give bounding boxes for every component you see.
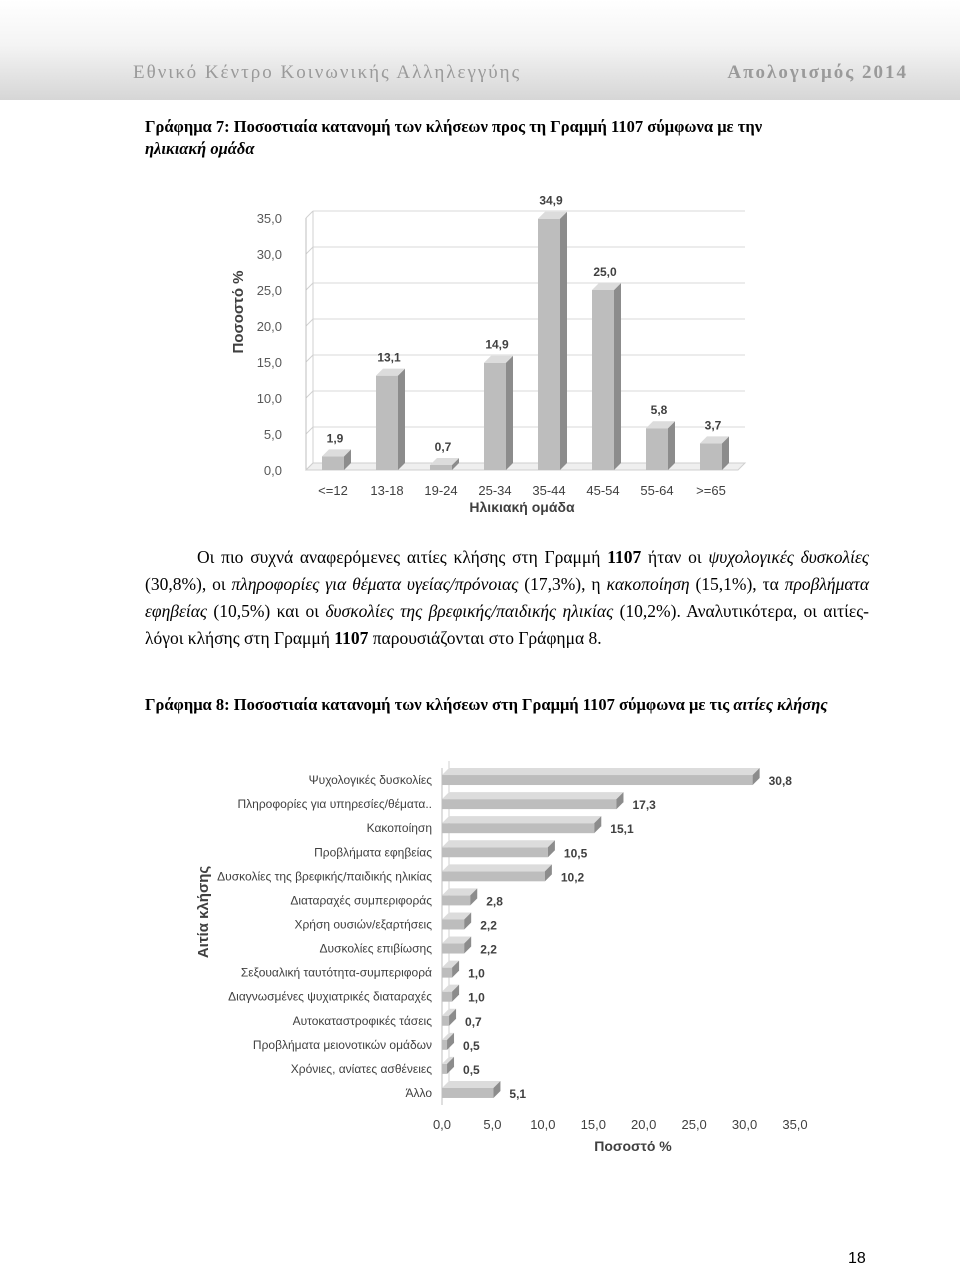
- y-gridline-diag: [306, 391, 313, 398]
- bar-front: [442, 992, 452, 1002]
- category-label: Διαταραχές συμπεριφοράς: [290, 893, 432, 908]
- category-label: Προβλήματα μειονοτικών ομάδων: [252, 1037, 432, 1052]
- y-tick-label: 10,0: [256, 391, 282, 406]
- category-label: Κακοποίηση: [366, 821, 432, 836]
- y-axis-title: Αιτία κλήσης: [195, 865, 212, 959]
- bar-front: [322, 456, 344, 470]
- bar-value-label: 30,8: [768, 774, 792, 789]
- category-label: Προβλήματα εφηβείας: [314, 845, 432, 860]
- para-text-7: (10,2%). Αναλυτικότερα, οι αιτίες-λόγοι κλήσης στη Γραμμή: [145, 601, 869, 648]
- y-tick-label: 0,0: [263, 463, 282, 478]
- x-axis-title: Ηλικιακή ομάδα: [469, 499, 575, 515]
- x-tick-label: 55-64: [640, 483, 674, 498]
- bar-value-label: 5,8: [650, 403, 668, 418]
- category-label: Δυσκολίες της βρεφικής/παιδικής ηλικίας: [217, 869, 432, 884]
- y-tick-label: 30,0: [256, 247, 282, 262]
- para-text-6: (10,5%) και οι: [207, 601, 326, 621]
- y-gridline-diag: [306, 247, 313, 254]
- bar-front: [700, 443, 722, 470]
- bar-front: [442, 799, 616, 809]
- bar-front: [442, 1016, 449, 1026]
- bar-top: [442, 792, 623, 799]
- bar-top: [442, 768, 760, 775]
- bar-value-label: 1,9: [326, 431, 344, 446]
- bar-value-label: 0,5: [463, 1038, 480, 1053]
- para-italic-4: προβλήματα εφηβείας: [145, 574, 870, 621]
- x-tick-label: 45-54: [586, 483, 620, 498]
- y-tick-label: 35,0: [256, 211, 282, 226]
- para-bold-1: 1107: [607, 547, 642, 567]
- bar-front: [376, 376, 398, 470]
- x-tick-label: 25-34: [478, 483, 512, 498]
- y-gridline-diag: [306, 211, 313, 218]
- x-axis-title: Ποσοστό %: [594, 1138, 672, 1154]
- bar-front: [442, 1088, 493, 1098]
- para-text-8: παρουσιάζονται στο Γράφημα 8.: [368, 628, 602, 648]
- para-bold-2: 1107: [334, 628, 369, 648]
- bar-value-label: 34,9: [539, 193, 563, 208]
- bar-value-label: 0,7: [465, 1014, 482, 1029]
- bar-front: [442, 823, 594, 833]
- bar-value-label: 13,1: [377, 350, 401, 365]
- bar-front: [442, 871, 545, 881]
- bar-front: [442, 1064, 447, 1074]
- bar-value-label: 2,2: [480, 942, 497, 957]
- x-tick-label: 13-18: [370, 483, 404, 498]
- bar-front: [646, 428, 668, 470]
- x-tick-label: 0,0: [432, 1117, 452, 1132]
- bar-value-label: 10,5: [563, 846, 588, 861]
- bar-value-label: 10,2: [560, 870, 585, 885]
- bar-side: [668, 421, 675, 470]
- x-tick-label: 10,0: [530, 1117, 556, 1132]
- caption-7-italic: ηλικιακή ομάδα: [145, 139, 255, 158]
- bar-top: [442, 816, 601, 823]
- page-number: 18: [848, 1250, 866, 1267]
- x-tick-label: 15,0: [580, 1117, 606, 1132]
- header-organization: Εθνικό Κέντρο Κοινωνικής Αλληλεγγύης: [133, 62, 522, 83]
- bar-front: [442, 847, 548, 857]
- para-italic-5: δυσκολίες της βρεφικής/παιδικής ηλικίας: [325, 601, 614, 621]
- x-tick-label: >=65: [696, 483, 726, 498]
- y-tick-label: 15,0: [256, 355, 282, 370]
- bar-value-label: 1,0: [468, 990, 485, 1005]
- y-gridline-diag: [306, 427, 313, 434]
- category-label: Διαγνωσμένες ψυχιατρικές διαταραχές: [228, 989, 432, 1004]
- bar-top: [442, 1081, 500, 1088]
- y-gridline-diag: [306, 355, 313, 362]
- bar-front: [442, 775, 753, 785]
- x-tick-label: 25,0: [681, 1117, 707, 1132]
- bar-front: [484, 363, 506, 470]
- y-tick-label: 5,0: [263, 427, 282, 442]
- bar-value-label: 3,7: [704, 418, 722, 433]
- bar-value-label: 25,0: [593, 265, 617, 279]
- bar-side: [614, 283, 621, 470]
- bar-top: [442, 840, 555, 847]
- category-label: Άλλο: [405, 1085, 432, 1100]
- para-text-4: (17,3%), η: [518, 574, 607, 594]
- bar-front: [442, 944, 464, 954]
- x-tick-label: 35,0: [782, 1117, 808, 1132]
- bar-front: [442, 919, 464, 929]
- caption-8-italic: αιτίες κλήσης: [733, 695, 828, 714]
- x-tick-label: 20,0: [631, 1117, 657, 1132]
- y-gridline-diag: [306, 283, 313, 290]
- x-tick-label: <=12: [318, 483, 348, 498]
- bar-value-label: 2,2: [480, 918, 497, 933]
- x-tick-label: 35-44: [532, 483, 566, 498]
- para-italic-2: πληροφορίες για θέματα υγείας/πρόνοιας: [231, 574, 519, 594]
- para-text-1: Οι πιο συχνά αναφερόμενες αιτίες κλήσης στη Γραμμή: [197, 547, 608, 567]
- header-report-title: Απολογισμός 2014: [727, 62, 908, 83]
- bar-front: [592, 290, 614, 470]
- caption-7-bold: Γράφημα 7: Ποσοστιαία κατανομή των κλήσεων προς τη Γραμμή 1107 σύμφωνα με την: [145, 117, 763, 136]
- category-label: Αυτοκαταστροφικές τάσεις: [292, 1013, 432, 1028]
- y-gridline-diag: [306, 319, 313, 326]
- category-label: Χρόνιες, ανίατες ασθένειες: [290, 1061, 432, 1076]
- body-paragraph: [145, 544, 869, 652]
- floor: [306, 463, 745, 470]
- category-label: Ψυχολογικές δυσκολίες: [308, 773, 432, 788]
- category-label: Χρήση ουσιών/εξαρτήσεις: [294, 917, 432, 932]
- y-tick-label: 20,0: [256, 319, 282, 334]
- bar-front: [442, 895, 470, 905]
- bar-value-label: 5,1: [509, 1086, 527, 1101]
- y-axis-title: Ποσοστό %: [230, 270, 247, 354]
- x-tick-label: 5,0: [483, 1117, 502, 1132]
- caption-8-bold: Γράφημα 8: Ποσοστιαία κατανομή των κλήσεων στη Γραμμή 1107 σύμφωνα με τις: [145, 695, 734, 714]
- para-italic-3: κακοποίηση: [606, 574, 690, 594]
- category-label: Σεξουαλική ταυτότητα-συμπεριφορά: [240, 965, 432, 980]
- para-text-3: (30,8%), οι: [145, 574, 232, 594]
- para-text-2: ήταν οι: [641, 547, 709, 567]
- bar-side: [560, 212, 567, 470]
- para-text-5: (15,1%), τα: [689, 574, 785, 594]
- y-tick-label: 25,0: [256, 283, 282, 298]
- bar-front: [442, 1040, 447, 1050]
- bar-value-label: 14,9: [485, 337, 509, 352]
- para-italic-1: ψυχολογικές δυσκολίες: [708, 547, 869, 567]
- bar-front: [430, 465, 452, 470]
- bar-front: [442, 968, 452, 978]
- bar-value-label: 1,0: [468, 966, 485, 981]
- bar-value-label: 17,3: [632, 798, 656, 813]
- category-label: Πληροφορίες για υπηρεσίες/θέματα..: [237, 797, 432, 812]
- x-tick-label: 19-24: [424, 483, 458, 498]
- category-label: Δυσκολίες επιβίωσης: [319, 941, 432, 956]
- bar-side: [398, 369, 405, 470]
- bar-value-label: 2,8: [486, 894, 503, 909]
- x-tick-label: 30,0: [731, 1117, 758, 1132]
- bar-value-label: 0,5: [463, 1062, 480, 1077]
- caption-chart-8: [145, 694, 845, 716]
- bar-value-label: 15,1: [610, 822, 634, 837]
- bar-top: [442, 864, 552, 871]
- bar-value-label: 0,7: [434, 439, 452, 454]
- bar-front: [538, 219, 560, 470]
- bar-side: [506, 356, 513, 470]
